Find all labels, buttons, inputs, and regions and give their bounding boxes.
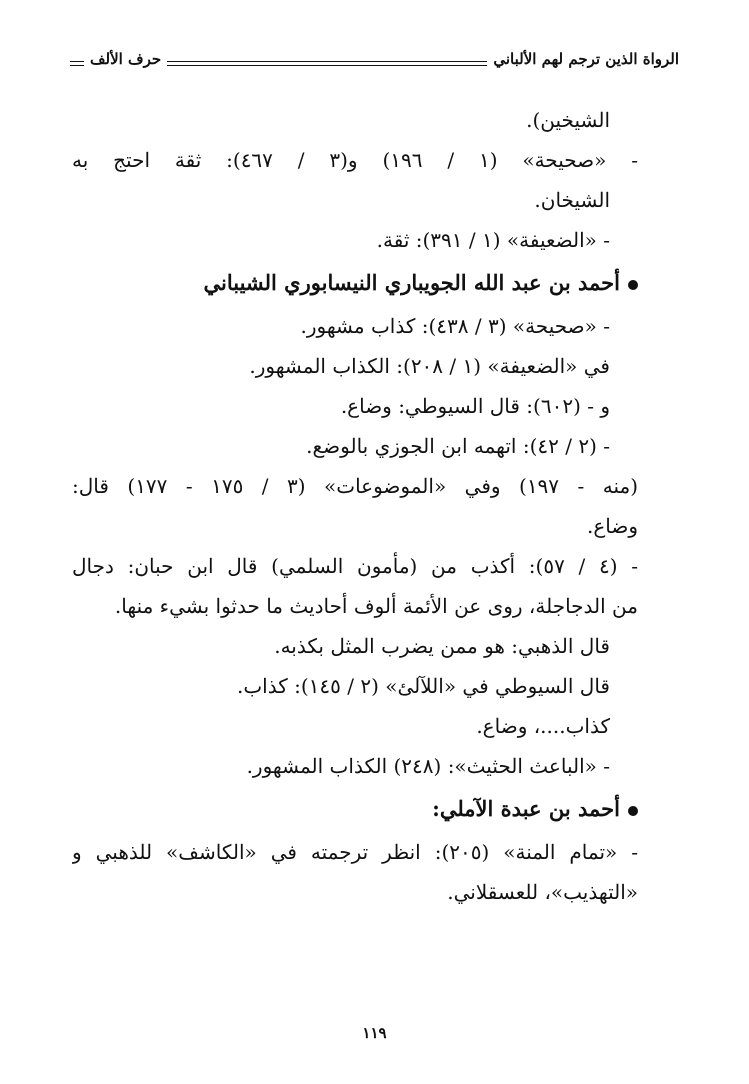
- text-line: - «صحيحة» (٣ / ٤٣٨): كذاب مشهور.: [300, 314, 610, 338]
- text-line: - «الباعث الحثيث»: (٢٤٨) الكذاب المشهور.: [246, 754, 610, 778]
- entry-heading: [72, 260, 638, 306]
- text-line: قال السيوطي في «اللآلئ» (٢ / ١٤٥): كذاب.: [236, 674, 610, 698]
- entry-heading: [72, 786, 638, 832]
- bullet-icon: [628, 806, 638, 816]
- text-line: - (٢ / ٤٢): اتهمه ابن الجوزي بالوضع.: [306, 434, 610, 458]
- page-body: [72, 100, 638, 912]
- text-line: (منه - ١٩٧) وفي «الموضوعات» (٣ / ١٧٥ - ١٧٧) قال:: [72, 474, 638, 498]
- text-line: الشيخين).: [526, 108, 610, 132]
- text-line: من الدجاجلة، روى عن الأئمة ألوف أحاديث ما حدثوا بشيء منها.: [114, 594, 638, 618]
- text-line: الشيخان.: [534, 188, 610, 212]
- text-line: - «صحيحة» (١ / ١٩٦) و(٣ / ٤٦٧): ثقة احتج به: [72, 148, 638, 172]
- text-line: كذاب....، وضاع.: [476, 714, 610, 738]
- entry-name: أحمد بن عبد الله الجويباري النيسابوري الشيباني: [203, 270, 620, 295]
- text-line: - (٤ / ٥٧): أكذب من (مأمون السلمي) قال ابن حبان: دجال: [72, 554, 638, 578]
- page-number: ١١٩: [362, 1024, 387, 1042]
- header-chapter: حرف الألف: [84, 50, 167, 68]
- text-line: وضاع.: [586, 514, 638, 538]
- bullet-icon: [628, 280, 638, 290]
- entry-name: أحمد بن عبدة الآملي:: [432, 796, 620, 821]
- text-line: و - (٦٠٢): قال السيوطي: وضاع.: [340, 394, 610, 418]
- header-book-title: الرواة الذين ترجم لهم الألباني: [487, 50, 685, 68]
- text-line: - «تمام المنة» (٢٠٥): انظر ترجمته في «الكاشف» للذهبي و: [72, 840, 638, 864]
- text-line: قال الذهبي: هو ممن يضرب المثل بكذبه.: [274, 634, 610, 658]
- text-line: «التهذيب»، للعسقلاني.: [447, 880, 638, 904]
- text-line: في «الضعيفة» (١ / ٢٠٨): الكذاب المشهور.: [249, 354, 610, 378]
- running-header: [70, 48, 679, 74]
- text-line: - «الضعيفة» (١ / ٣٩١): ثقة.: [376, 228, 610, 252]
